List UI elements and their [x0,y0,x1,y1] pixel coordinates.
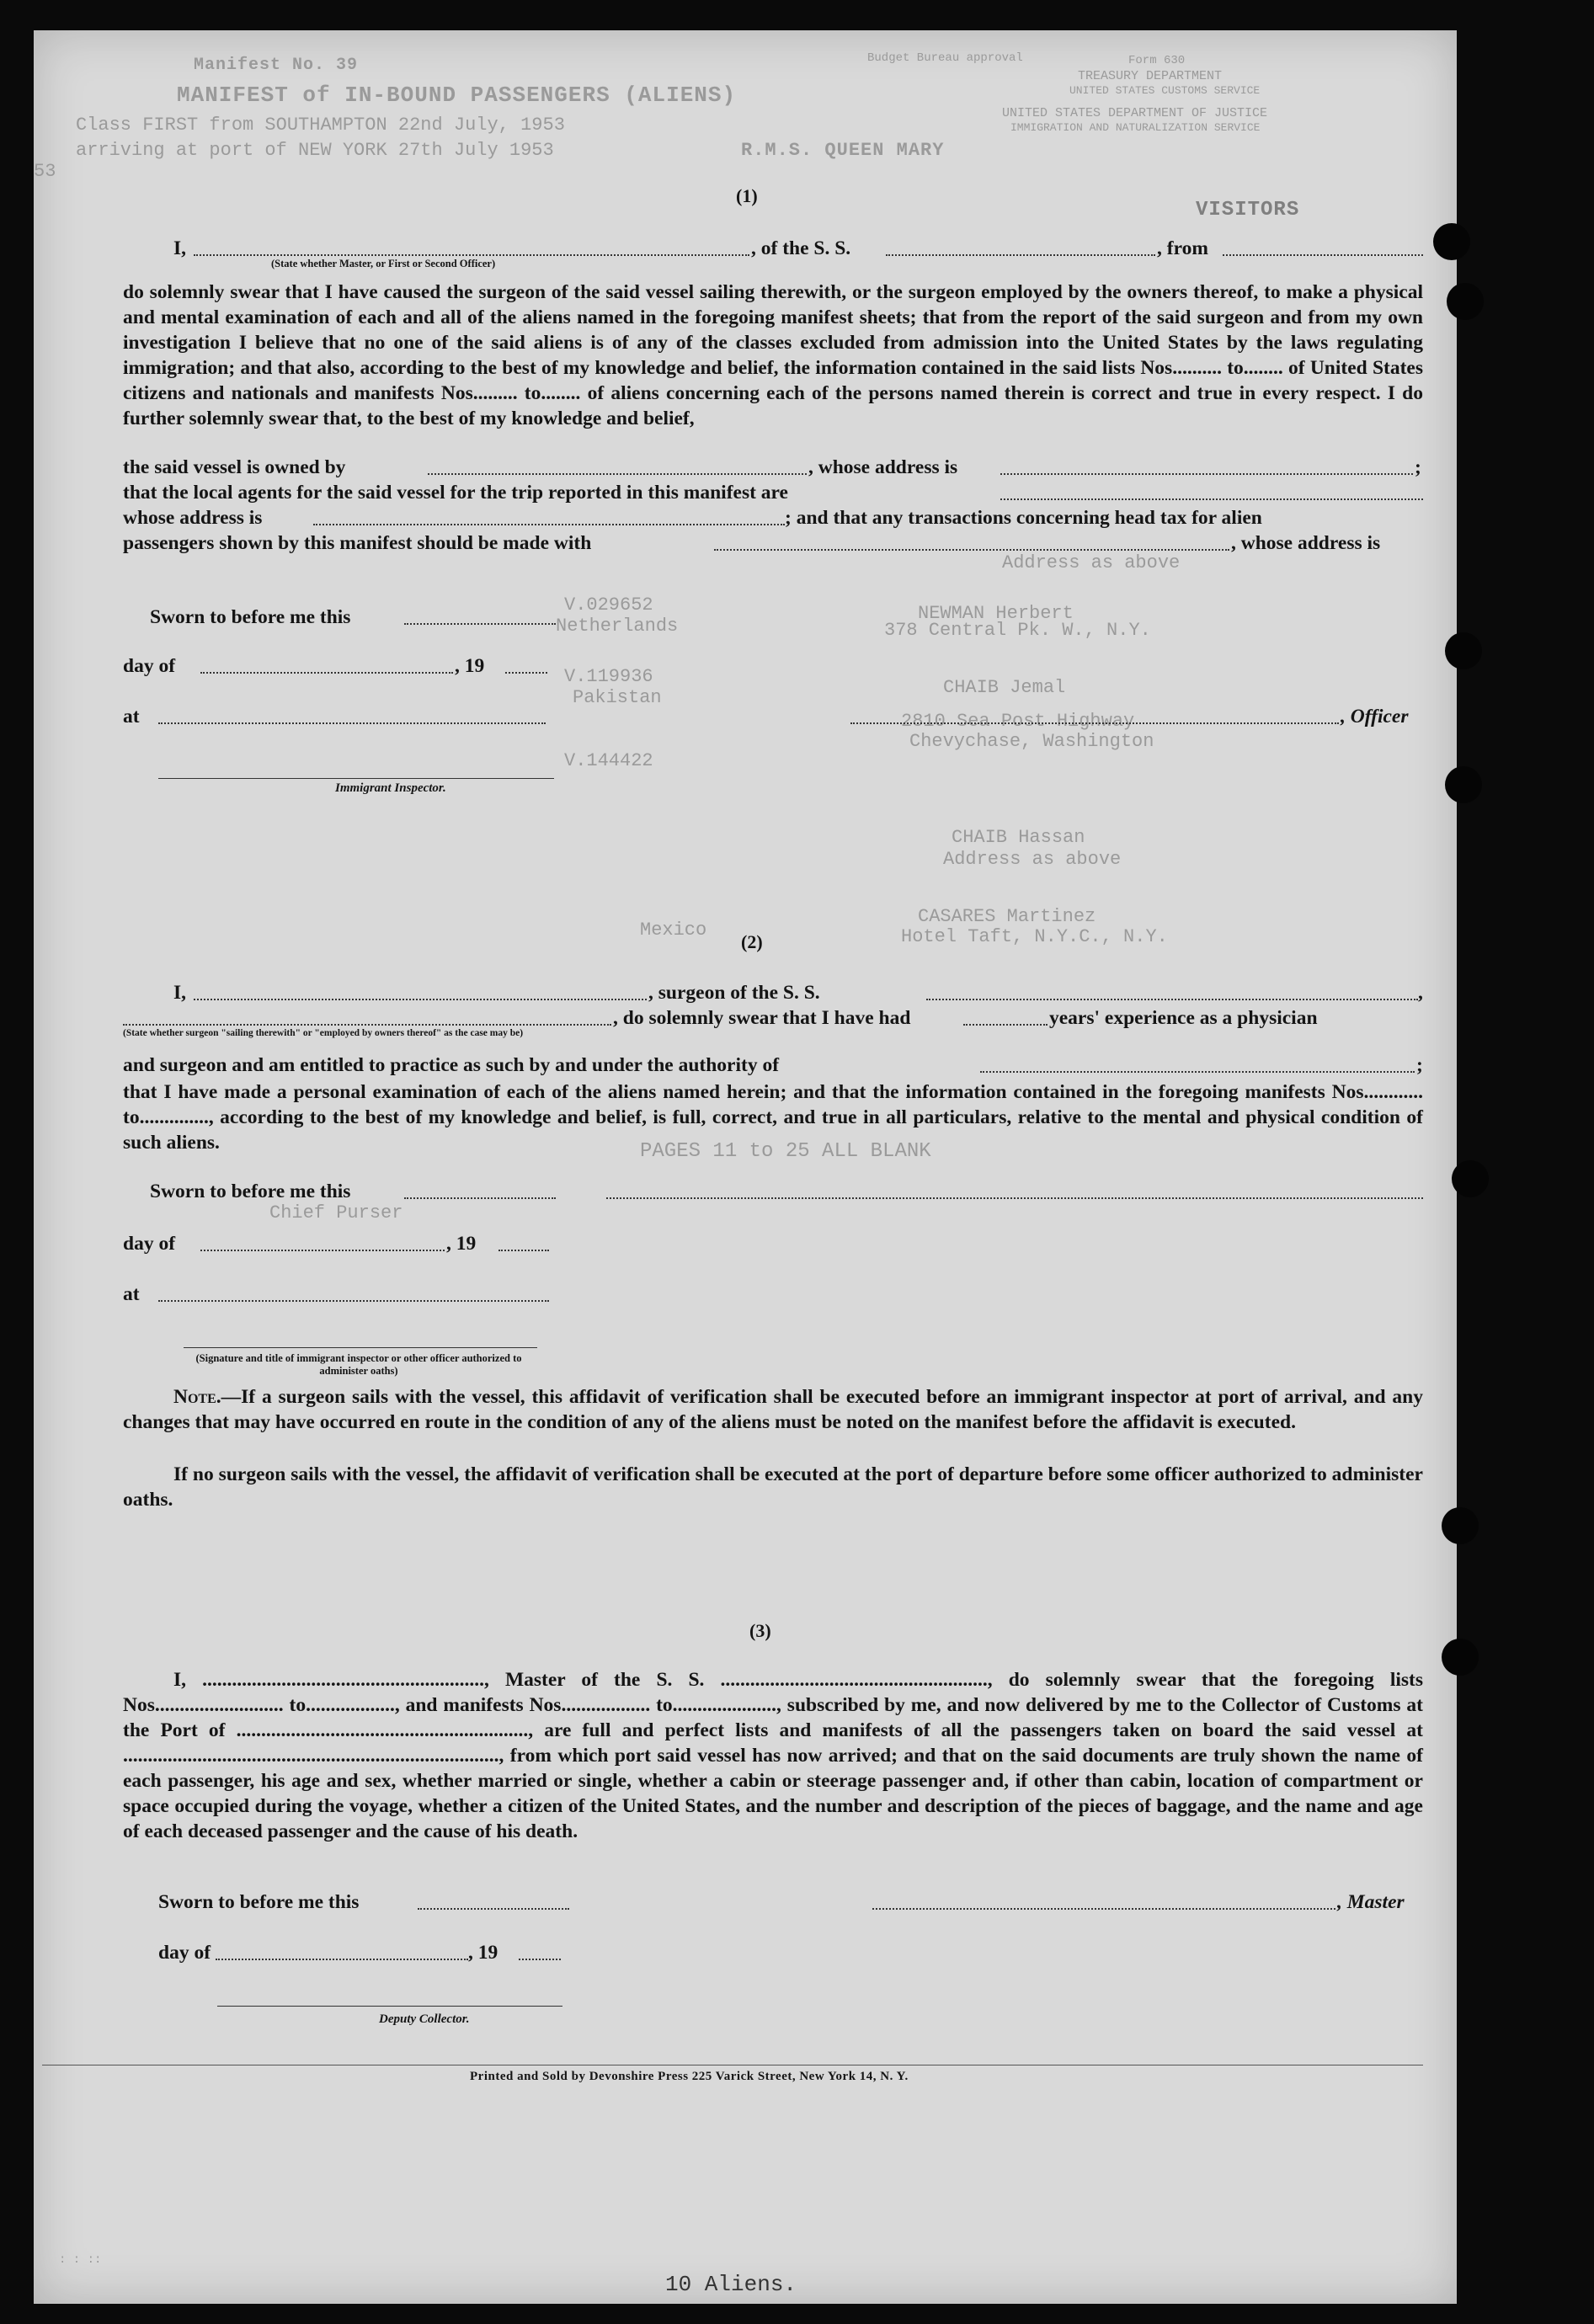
punch-hole [1442,1639,1479,1676]
s1-agents-blank [1000,498,1423,500]
s2-at-blank [158,1300,549,1302]
bleed-line: CHAIB Jemal [943,677,1066,698]
punch-hole [1447,283,1484,320]
s2-sig-note: (Signature and title of immigrant inspector or other officer authorized to administer oaths) [195,1352,522,1377]
s3-master-label: , Master [1337,1891,1405,1913]
document-page [34,30,1457,2304]
bleed-line: CHAIB Hassan [952,827,1085,848]
s1-state-note: (State whether Master, or First or Second Officer) [271,258,496,269]
s3-sworn-label: Sworn to before me this [158,1891,360,1913]
s1-inspector-label: Immigrant Inspector. [335,781,446,795]
faint-visitors-stamp: VISITORS [1196,199,1300,221]
s3-deputy-signature-line [217,2006,562,2007]
punch-hole [1445,766,1482,803]
s1-agents-address-blank [313,524,785,525]
s2-note-lead: Note. [173,1386,221,1408]
bleed-line: Chief Purser [269,1202,403,1223]
s1-at-label: at [123,706,140,728]
faint-ins: IMMIGRATION AND NATURALIZATION SERVICE [1010,121,1261,134]
punch-hole [1433,223,1470,260]
s1-day-blank [200,672,453,674]
s2-note-paragraph [123,1384,1423,1435]
bleed-line: Netherlands [556,616,679,637]
s2-at-label: at [123,1283,140,1305]
bleed-line: PAGES 11 to 25 ALL BLANK [640,1140,931,1163]
s1-from-label: , from [1157,237,1208,259]
s2-i-label: I, [173,982,187,1004]
s1-officer-signature-blank [850,722,1339,724]
faint-justice: UNITED STATES DEPARTMENT OF JUSTICE [1002,106,1268,120]
s2-sworn-label: Sworn to before me this [150,1181,351,1202]
s1-sworn-blank [404,623,556,625]
bleed-line: 2810 Sea Post Highway [901,711,1135,732]
s2-state-blank [123,1024,611,1026]
faint-arriving-line: arriving at port of NEW YORK 27th July 1953 [76,140,554,161]
s1-head-tax-label: ; and that any transactions concerning head tax for alien [785,507,1262,529]
s2-practice-label: and surgeon and am entitled to practice as such by and under the authority of [123,1054,780,1076]
punch-hole [1452,1160,1489,1197]
faint-treasury: TREASURY DEPARTMENT [1078,69,1223,83]
s1-officer-label: , Officer [1341,706,1409,728]
s2-vessel-blank [926,999,1418,1000]
s1-of-ss-label: , of the S. S. [751,237,851,259]
s1-passengers-shown-label: passengers shown by this manifest should be made with [123,532,592,554]
s2-authority-blank [980,1071,1415,1073]
faint-form-no: Form 630 [1128,54,1186,67]
s2-years-blank [963,1024,1048,1026]
s1-owner-address-blank [1000,473,1413,475]
s1-sworn-label: Sworn to before me this [150,606,351,628]
section-1-number: (1) [736,185,758,206]
s1-name-blank [194,254,749,256]
bleed-line: V.144422 [564,750,653,771]
s2-years-label: years' experience as a physician [1049,1007,1318,1029]
s2-sworn-blank [404,1197,556,1199]
printer-credit: Printed and Sold by Devonshire Press 225 Varick Street, New York 14, N. Y. [470,2070,909,2083]
s3-year-blank [519,1959,561,1960]
section-2-number: (2) [741,931,763,952]
faint-manifest-title: MANIFEST of IN-BOUND PASSENGERS (ALIENS) [177,83,737,108]
faint-manifest-no: Manifest No. 39 [194,56,359,75]
bleed-line: NEWMAN Herbert [918,603,1074,624]
bleed-line: Hotel Taft, N.Y.C., N.Y. [901,926,1168,947]
s1-owned-by-label: the said vessel is owned by [123,456,346,478]
faint-customs: UNITED STATES CUSTOMS SERVICE [1069,84,1261,97]
punch-hole [1445,632,1482,669]
s1-agents-address-label: whose address is [123,507,263,529]
bleed-line: Address as above [943,849,1122,870]
s2-nineteen-label: , 19 [446,1233,477,1255]
bleed-line: Chevychase, Washington [909,731,1154,752]
faint-vessel-name: R.M.S. QUEEN MARY [741,140,945,161]
s2-examination-paragraph: that I have made a personal examination of each of the aliens named herein; and that the information contained in the foregoing manifests Nos............ to.............., according to the best of my knowledge and belief, is full, correct, and true in all particulars, relative to the mental and physical condition of such aliens. [123,1081,1423,1154]
s2-day-blank [200,1250,445,1251]
s3-nineteen-label: , 19 [468,1942,498,1964]
bleed-line: Mexico [640,919,707,941]
s2-inspector-signature-line [184,1347,537,1348]
bleed-line: V.029652 [564,594,653,616]
bleed-line: 378 Central Pk. W., N.Y. [884,620,1151,641]
s1-oath-paragraph: do solemnly swear that I have caused the surgeon of the said vessel sailing therewith, or the surgeon employed by the owners thereof, to make a physical and mental examination of each and all of the aliens named in the foregoing manifest sheets; that from the report of the said surgeon and from my own investigation I believe that no one of the said aliens is of any of the classes excluded from admission into the United States by the laws regulating immigration; and that also, according to the best of my knowledge and belief, the information contained in the said lists Nos.......... to........ of United States citizens and nationals and manifests Nos......... to........ of aliens concerning each of the persons named therein is correct and true in every respect. I do further solemnly swear that, to the best of my knowledge and belief, [123,281,1423,429]
s2-state-note: (State whether surgeon "sailing therewith" or "employed by owners thereof" as the case may be) [123,1028,524,1038]
s1-whose-address-end: , whose address is [1231,532,1381,554]
s1-local-agents-label: that the local agents for the said vessel for the trip reported in this manifest are [123,482,788,504]
s2-surgeon-of-label: , surgeon of the S. S. [648,982,820,1004]
s3-day-blank [216,1959,468,1960]
s2-name-blank [194,999,647,1000]
s1-nineteen-label: , 19 [455,655,485,677]
s1-day-of-label: day of [123,655,176,677]
s3-sworn-blank [418,1908,569,1910]
s1-inspector-signature-line [158,778,554,779]
faint-bottom-stamp: : : :: [59,2253,102,2267]
s3-master-signature-blank [872,1908,1335,1910]
faint-class-line: Class FIRST from SOUTHAMPTON 22nd July, 1953 [76,115,565,136]
bleed-line: V.119936 [564,666,653,687]
s3-deputy-label: Deputy Collector. [379,2012,470,2026]
s2-comma: , [1418,982,1423,1004]
faint-approval: Budget Bureau approval [867,51,1023,65]
s1-year-blank [505,672,547,674]
s2-semicolon: ; [1416,1054,1423,1076]
bleed-line: Pakistan [573,687,662,708]
faint-page-number: 53 [34,161,56,182]
s2-note-paragraph-2: If no surgeon sails with the vessel, the affidavit of verification shall be executed at the port of departure before some officer authorized to administer oaths. [123,1463,1423,1511]
punch-hole [1442,1507,1479,1544]
s1-from-blank [1223,254,1423,256]
s3-day-of-label: day of [158,1942,211,1964]
s3-oath-paragraph: I, ........................................................., Master of the S. S. ......................................................, do solemnly swear that the foregoing lists Nos.......................... to.................., and manifests Nos.................. to....................., subscribed by me, and now delivered by me to the Collector of Customs at the Port of ..........................................................., are full and perfect lists and manifests of all the passengers taken on board the said vessel at ............................................................................, from which port said vessel has now arrived; and that on the said documents are truly shown the name of each passenger, his age and sex, whether married or single, whether a cabin or steerage passenger and, if other than cabin, location of compartment or space occupied during the voyage, whether a citizen of the United States, and the number and description of the pieces of baggage, and the name and age of each deceased passenger and the cause of his death. [123,1669,1423,1842]
s1-owner-blank [428,473,807,475]
s1-head-tax-agent-blank [714,549,1229,551]
s1-semicolon: ; [1415,456,1421,478]
s1-at-blank [158,722,546,724]
bleed-line: CASARES Martinez [918,906,1096,927]
s2-year-blank [498,1250,549,1251]
s2-day-of-label: day of [123,1233,176,1255]
s2-note-text: —If a surgeon sails with the vessel, this affidavit of verification shall be executed before an immigrant inspector at port of arrival, and any changes that may have occurred en route in the condition of any of the aliens must be noted on the manifest before the affidavit is executed. [123,1386,1423,1433]
s2-solemnly-swear-label: , do solemnly swear that I have had [613,1007,911,1029]
s2-surgeon-signature-blank [606,1197,1423,1199]
section-3-number: (3) [749,1620,771,1641]
s1-i-label: I, [173,237,187,259]
s1-whose-address-label: , whose address is [808,456,958,478]
s1-vessel-blank [886,254,1155,256]
bleed-line: Address as above [1002,552,1181,573]
bottom-alien-count: 10 Aliens. [665,2272,797,2297]
